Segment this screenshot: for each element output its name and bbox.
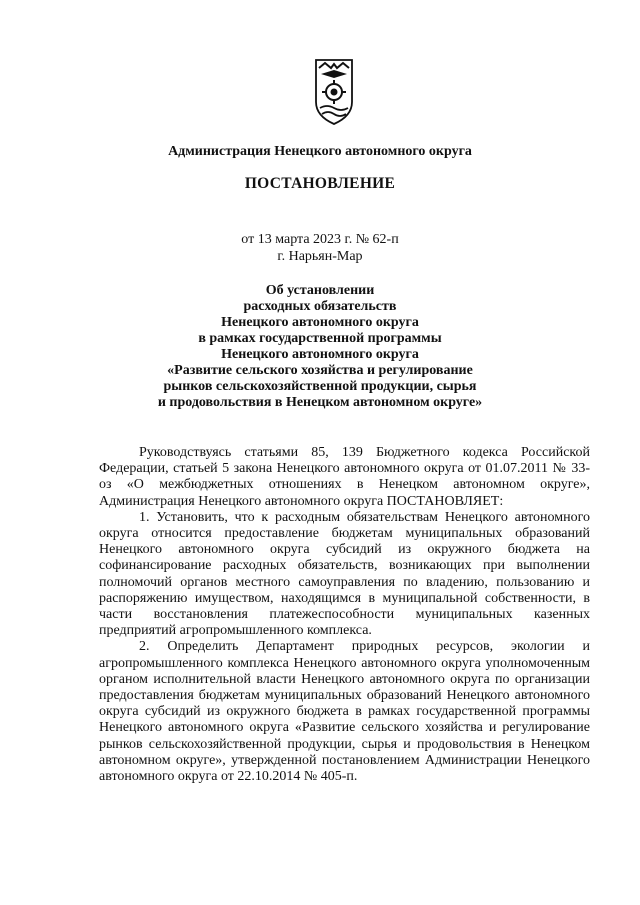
document-body xyxy=(99,445,590,785)
document-title xyxy=(0,283,640,411)
date-number: от 13 марта 2023 г. № 62-п xyxy=(241,232,399,247)
preamble-paragraph: Руководствуясь статьями 85, 139 Бюджетного кодекса Российской Федерации, статьей 5 закона Ненецкого автономного округа от 01.07.2011 № 33-оз «О межбюджетных отношениях в Ненецком автономном округе», Администрация Ненецкого автономного округа ПОСТАНОВЛЯЕТ: xyxy=(99,445,590,509)
organization-name: Администрация Ненецкого автономного округа xyxy=(168,144,472,159)
document-type: ПОСТАНОВЛЕНИЕ xyxy=(244,175,396,192)
city: г. Нарьян-Мар xyxy=(277,249,363,264)
title-line: Ненецкого автономного округа xyxy=(221,315,419,330)
title-line: в рамках государственной программы xyxy=(198,331,442,346)
date-and-place xyxy=(0,231,640,265)
clause-2-paragraph: 2. Определить Департамент природных ресурсов, экологии и агропромышленного комплекса Ненецкого автономного округа уполномоченным органом исполнительной власти Ненецкого автономного округа по организации предоставления бюджетам муниципальных образований Ненецкого автономного округа субсидий из окружного бюджета в рамках государственной программы Ненецкого автономного округа «Развитие сельского хозяйства и регулирование рынков сельскохозяйственной продукции, сырья и продовольствия в Ненецком автономном округе», утвержденной постановлением Администрации Ненецкого автономного округа от 22.10.2014 № 405-п. xyxy=(99,639,590,785)
title-line: расходных обязательств xyxy=(243,299,397,314)
title-line: «Развитие сельского хозяйства и регулирование xyxy=(167,363,473,378)
nenets-coat-of-arms-icon xyxy=(313,58,355,126)
title-line: рынков сельскохозяйственной продукции, сырья xyxy=(163,379,477,394)
title-line: и продовольствия в Ненецком автономном округе» xyxy=(157,395,483,410)
clause-1-paragraph: 1. Установить, что к расходным обязательствам Ненецкого автономного округа относится предоставление бюджетам муниципальных образований Ненецкого автономного округа субсидий из окружного бюджета на софинансирование расходных обязательств, возникающих при выполнении полномочий органов местного самоуправления по владению, пользованию и распоряжению имуществом, находящимся в муниципальной собственности, в части восстановления платежеспособности муниципальных казенных предприятий агропромышленного комплекса. xyxy=(99,509,590,639)
title-line: Об установлении xyxy=(265,283,375,298)
title-line: Ненецкого автономного округа xyxy=(221,347,419,362)
